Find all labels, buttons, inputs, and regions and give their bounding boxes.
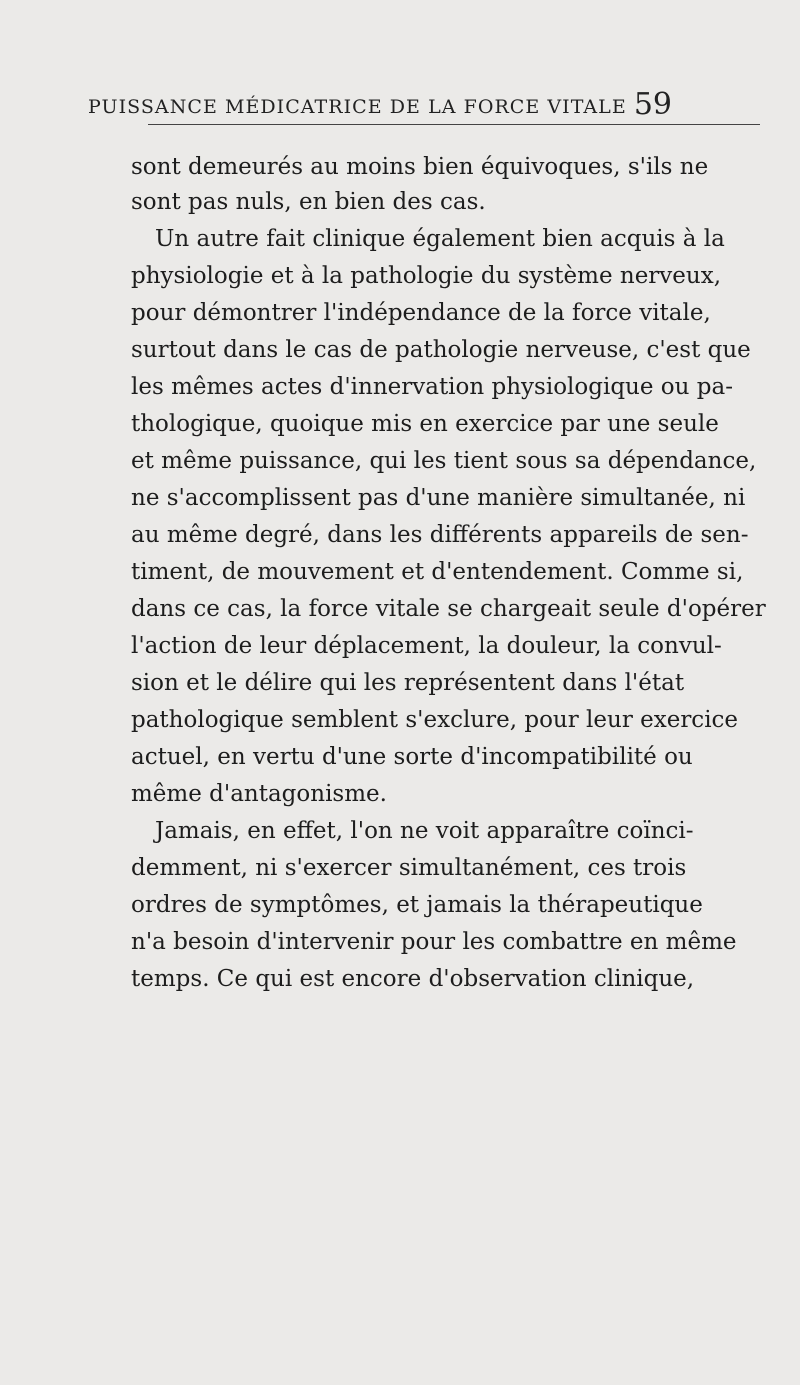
text-line: au même degré, dans les différents appareils de sen-: [131, 522, 749, 548]
text-line: Jamais, en effet, l'on ne voit apparaître coïnci-: [155, 818, 694, 844]
text-line: timent, de mouvement et d'entendement. Comme si,: [131, 559, 744, 585]
running-title: PUISSANCE MÉDICATRICE DE LA FORCE VITALE: [88, 96, 627, 118]
text-line: pour démontrer l'indépendance de la force vitale,: [131, 300, 711, 326]
text-line: ordres de symptômes, et jamais la thérapeutique: [131, 892, 703, 918]
text-line: sont demeurés au moins bien équivoques, s'ils ne: [131, 154, 709, 180]
page-header: [88, 84, 694, 124]
text-line: surtout dans le cas de pathologie nerveuse, c'est que: [131, 337, 751, 363]
text-line: pathologique semblent s'exclure, pour leur exercice: [131, 707, 739, 733]
text-line: même d'antagonisme.: [131, 781, 387, 807]
text-line: actuel, en vertu d'une sorte d'incompatibilité ou: [131, 744, 693, 770]
page-number: 59: [633, 87, 672, 122]
text-line: thologique, quoique mis en exercice par une seule: [131, 411, 719, 437]
text-line: physiologie et à la pathologie du système nerveux,: [131, 263, 722, 289]
text-line: sion et le délire qui les représentent dans l'état: [131, 670, 685, 696]
text-line: les mêmes actes d'innervation physiologique ou pa-: [131, 374, 733, 400]
text-line: n'a besoin d'intervenir pour les combattre en même: [131, 929, 737, 955]
text-line: Un autre fait clinique également bien acquis à la: [155, 226, 725, 252]
text-line: sont pas nuls, en bien des cas.: [131, 189, 486, 215]
text-line: dans ce cas, la force vitale se chargeait seule d'opérer: [131, 596, 766, 622]
text-line: et même puissance, qui les tient sous sa dépendance,: [131, 448, 757, 474]
text-line: l'action de leur déplacement, la douleur, la convul-: [131, 633, 722, 659]
header-rule: [148, 124, 760, 125]
text-line: demment, ni s'exercer simultanément, ces trois: [131, 855, 687, 881]
text-line: ne s'accomplissent pas d'une manière simultanée, ni: [131, 485, 746, 511]
text-line: temps. Ce qui est encore d'observation clinique,: [131, 966, 695, 992]
